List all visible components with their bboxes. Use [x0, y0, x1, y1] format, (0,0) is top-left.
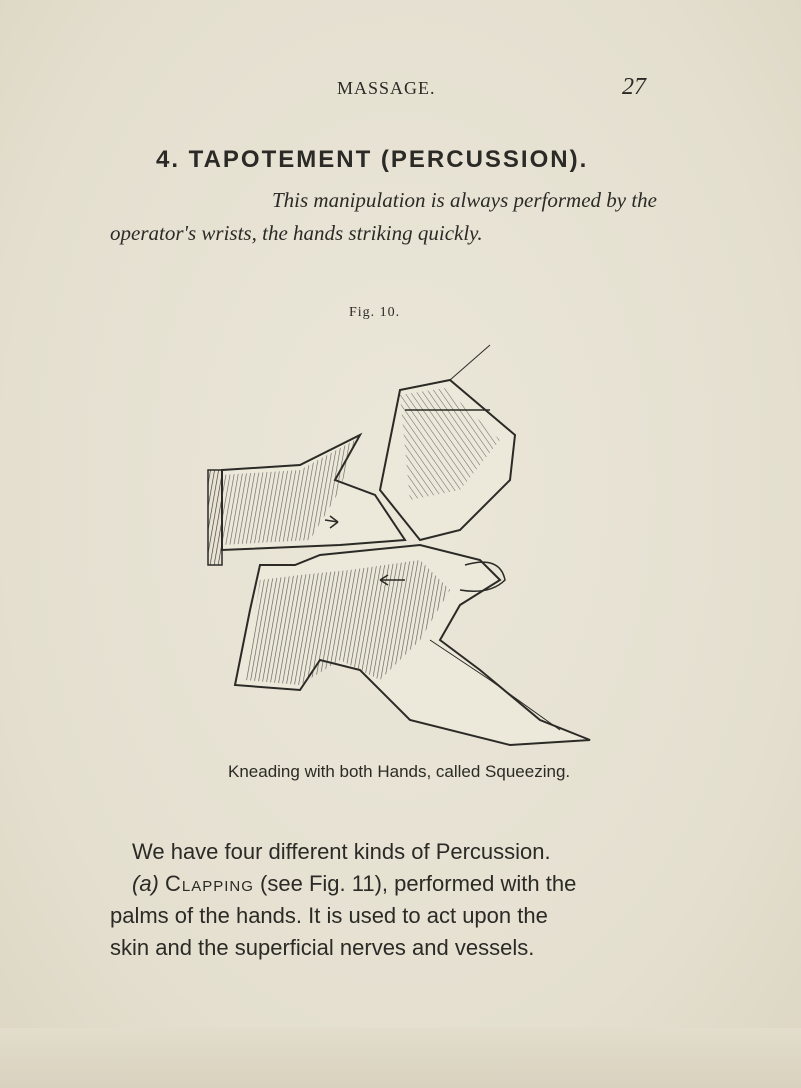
intro-line-2: operator's wrists, the hands striking quickly. [110, 221, 483, 245]
paragraph-2 [110, 868, 690, 964]
upper-hand-drawing [380, 345, 515, 540]
left-hand-drawing [208, 435, 405, 565]
paragraph-2-line-2: palms of the hands. It is used to act upon the [110, 903, 548, 928]
paragraph-2-line-1-rest: (see Fig. 11), performed with the [253, 871, 577, 896]
page-number: 27 [622, 74, 646, 100]
body-text [110, 836, 690, 964]
figure-caption: Kneading with both Hands, called Squeezing. [228, 762, 571, 781]
running-head: MASSAGE. [337, 78, 436, 98]
section-heading: 4. TAPOTEMENT (PERCUSSION). [156, 146, 589, 173]
figure-label: Fig. 10. [349, 305, 401, 320]
paragraph-2-line-3: skin and the superficial nerves and vessels. [110, 935, 535, 960]
page-bottom-edge [0, 1028, 801, 1088]
hands-illustration-icon [160, 340, 620, 760]
list-marker-text: (a) [132, 871, 159, 896]
list-marker [110, 871, 159, 896]
intro-paragraph [110, 184, 670, 250]
lower-hand-drawing [235, 545, 590, 745]
intro-line-1: This manipulation is always performed by the [272, 188, 657, 212]
term-clapping: Clapping [165, 871, 254, 896]
paragraph-1: We have four different kinds of Percussion. [132, 839, 551, 864]
hands-illustration [160, 340, 620, 760]
